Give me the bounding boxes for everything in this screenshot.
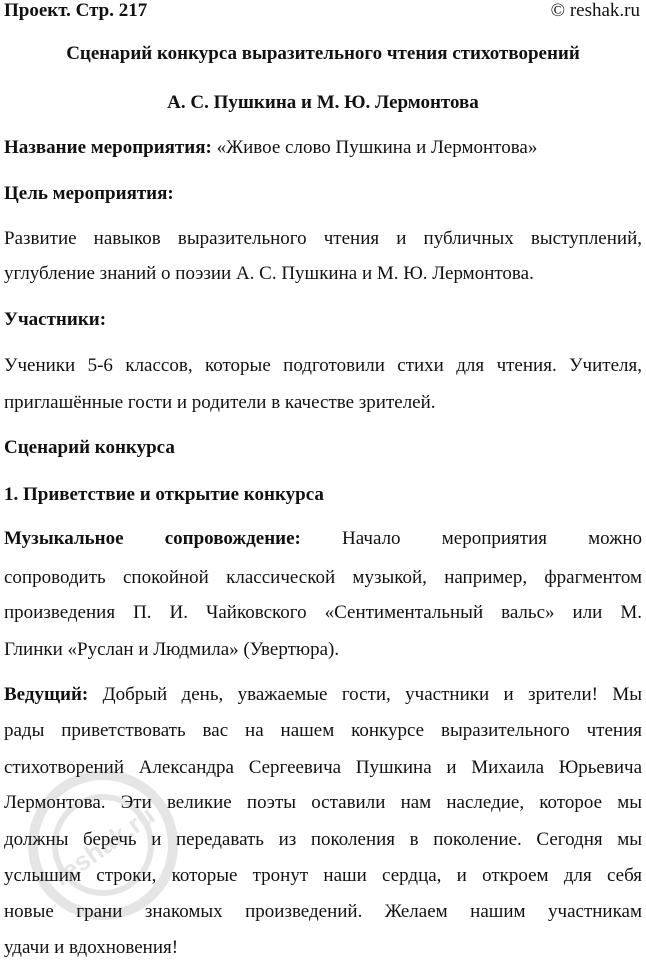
music-line-4: Глинки «Руслан и Людмила» (Увертюра). <box>4 639 340 660</box>
host-line-4: Лермонтова. Эти великие поэты оставили нам наследие, которое мы <box>4 792 642 813</box>
goal-text-line-2: углубление знаний о поэзии А. С. Пушкина и М. Ю. Лермонтова. <box>4 263 534 284</box>
event-name-line <box>4 137 642 159</box>
participants-text-line-1: Ученики 5-6 классов, которые подготовили стихи для чтения. Учителя, <box>4 355 642 376</box>
event-name-value: «Живое слово Пушкина и Лермонтова» <box>211 137 538 158</box>
participants-label: Участники: <box>4 309 107 330</box>
goal-label: Цель мероприятия: <box>4 183 174 204</box>
page-header-right: © reshak.ru <box>550 0 640 21</box>
host-line-1 <box>4 684 642 706</box>
scenario-heading: Сценарий конкурса <box>4 437 175 458</box>
music-line-2: сопроводить спокойной классической музыкой, например, фрагментом <box>4 567 642 588</box>
host-line-2: рады приветствовать вас на нашем конкурсе выразительного чтения <box>4 720 642 741</box>
host-line-3: стихотворений Александра Сергеевича Пушкина и Михаила Юрьевича <box>4 757 642 778</box>
page-header-left: Проект. Стр. 217 <box>4 0 148 21</box>
document-title-line-2: А. С. Пушкина и М. Ю. Лермонтова <box>167 92 479 113</box>
music-label: Музыкальное сопровождение: <box>4 528 301 549</box>
host-label: Ведущий: <box>4 684 89 705</box>
host-line-8: удачи и вдохновения! <box>4 937 179 958</box>
host-text-start: Добрый день, уважаемые гости, участники и зрители! Мы <box>88 684 642 705</box>
participants-text-line-2: приглашённые гости и родители в качестве зрителей. <box>4 392 436 413</box>
event-name-label: Название мероприятия: <box>4 137 212 158</box>
goal-text-line-1: Развитие навыков выразительного чтения и публичных выступлений, <box>4 228 642 249</box>
watermark-text: reshak.ru <box>47 799 161 892</box>
document-title-line-1: Сценарий конкурса выразительного чтения стихотворений <box>66 43 580 64</box>
host-line-7: новые грани знакомых произведений. Желаем нашим участникам <box>4 901 642 922</box>
section-1-heading: 1. Приветствие и открытие конкурса <box>4 484 324 505</box>
music-text-start: Начало мероприятия можно <box>300 528 642 549</box>
music-line-1 <box>4 528 642 550</box>
host-line-6: услышим строки, которые тронут наши сердца, и откроем для себя <box>4 865 642 886</box>
host-line-5: должны беречь и передавать из поколения в поколение. Сегодня мы <box>4 829 642 850</box>
music-line-3: произведения П. И. Чайковского «Сентиментальный вальс» или М. <box>4 602 642 623</box>
